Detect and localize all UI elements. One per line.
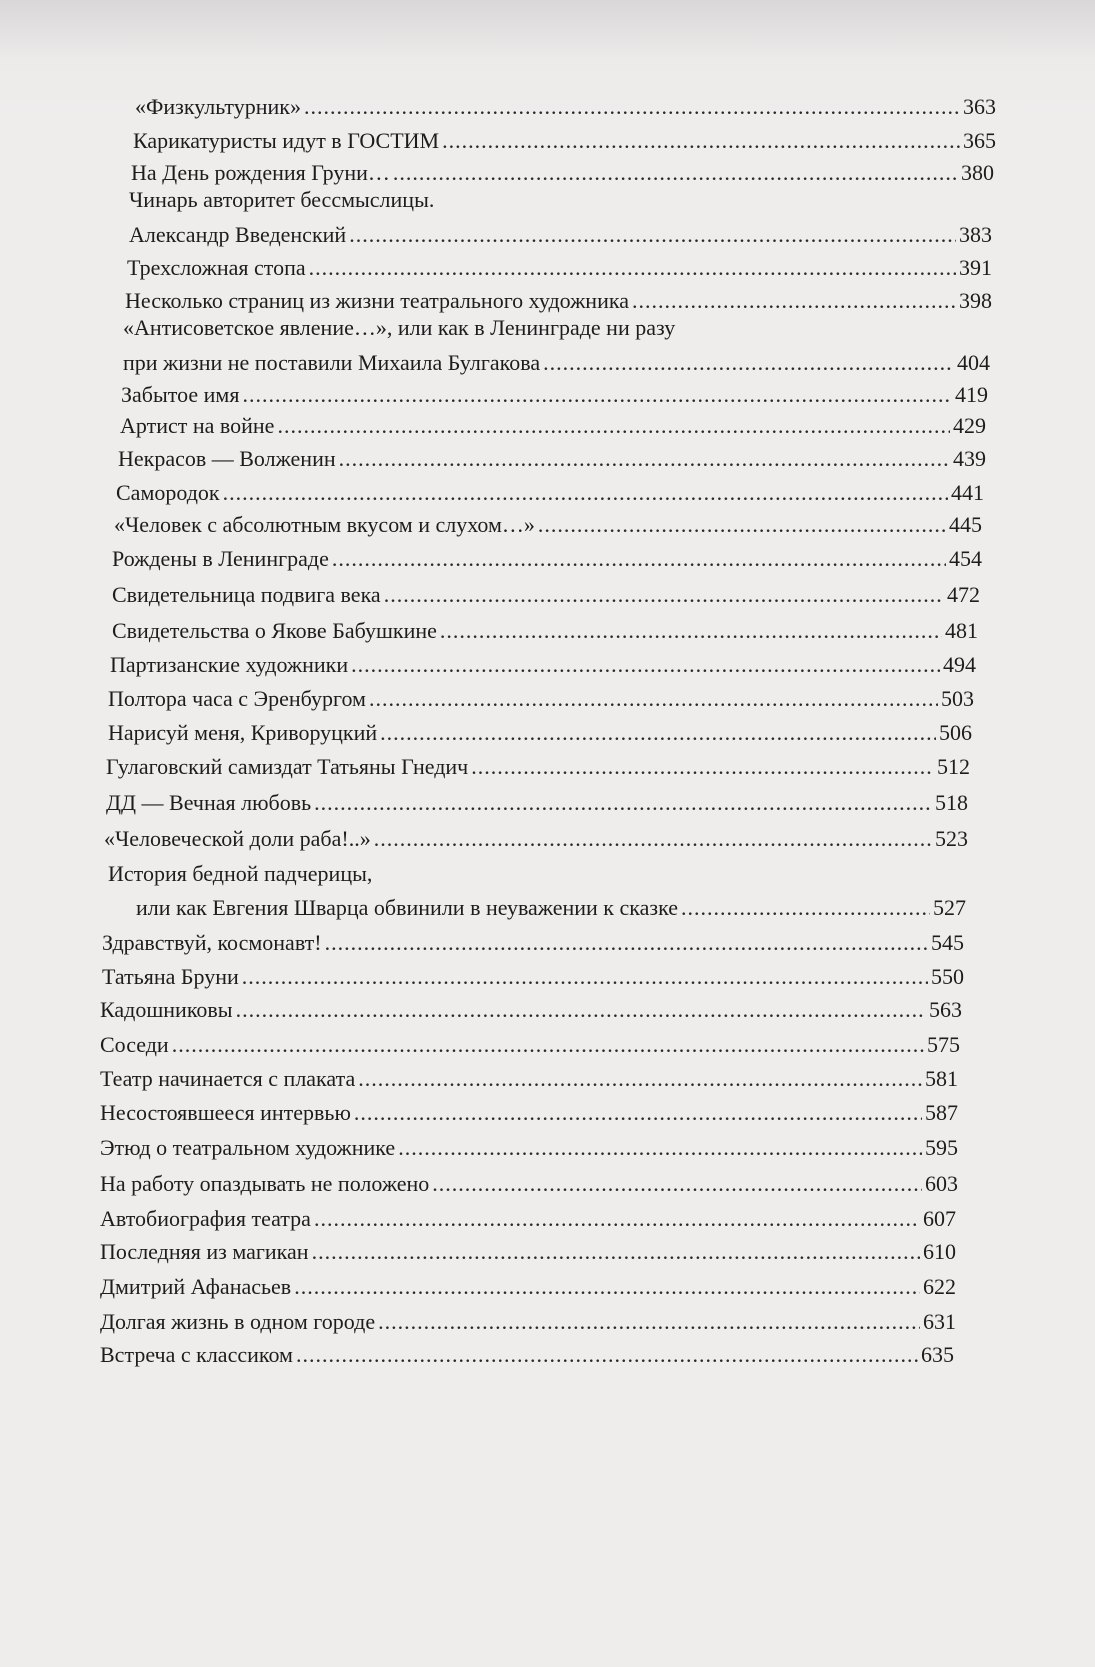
toc-entry-title: Трехсложная стопа <box>127 255 306 280</box>
toc-entry <box>108 720 972 746</box>
toc-entry <box>114 512 982 538</box>
dot-leader <box>349 222 956 248</box>
toc-entry-page-number: 622 <box>923 1274 956 1299</box>
toc-entry-page-number: 383 <box>959 222 992 247</box>
dot-leader <box>358 1066 922 1092</box>
toc-entry <box>120 413 986 439</box>
toc-entry-title: На работу опаздывать не положено <box>100 1171 430 1196</box>
toc-entry-title: Артист на войне <box>120 413 275 438</box>
dot-leader <box>312 1239 920 1265</box>
toc-entry-title: Несостоявшееся интервью <box>100 1100 351 1125</box>
dot-leader <box>339 446 950 472</box>
toc-entry <box>110 652 976 678</box>
toc-entry-title: при жизни не поставили Михаила Булгакова <box>123 350 541 375</box>
toc-entry <box>112 582 980 608</box>
toc-entry-title: «Человеческой доли раба!..» <box>104 826 371 851</box>
toc-entry-page-number: 581 <box>925 1066 958 1091</box>
dot-leader <box>314 1206 920 1232</box>
dot-leader <box>471 754 934 780</box>
toc-entry-page-number: 518 <box>935 790 968 815</box>
dot-leader <box>351 652 940 678</box>
dot-leader <box>296 1342 918 1368</box>
toc-entry-page-number: 494 <box>943 652 976 677</box>
toc-entry <box>135 94 996 120</box>
toc-entry-page-number: 398 <box>959 288 992 313</box>
toc-entry <box>100 1032 960 1058</box>
toc-entry-page-number: 512 <box>937 754 970 779</box>
toc-entry <box>100 1239 956 1265</box>
toc-entry-page-number: 380 <box>961 160 994 185</box>
dot-leader <box>384 582 944 608</box>
toc-entry-title: Кадошниковы <box>100 997 233 1022</box>
dot-leader <box>277 413 950 439</box>
dot-leader <box>538 512 946 538</box>
dot-leader <box>236 997 926 1023</box>
toc-entry-title: Встреча с классиком <box>100 1342 293 1367</box>
toc-entry-title-line1: «Антисоветское явление…», или как в Ленинграде ни разу <box>123 315 676 340</box>
toc-entry-title: Соседи <box>100 1032 169 1057</box>
toc-entry-title: Дмитрий Афанасьев <box>100 1274 292 1299</box>
toc-entry-title: Татьяна Бруни <box>102 964 239 989</box>
toc-entry <box>100 1100 958 1126</box>
toc-entry-title: Долгая жизнь в одном городе <box>100 1309 376 1334</box>
toc-entry-title: Последняя из магикан <box>100 1239 309 1264</box>
toc-entry-page-number: 503 <box>941 686 974 711</box>
toc-entry-page-number: 545 <box>931 930 964 955</box>
toc-entry <box>118 446 986 472</box>
toc-entry-page-number: 445 <box>949 512 982 537</box>
toc-entry-title: Несколько страниц из жизни театрального художника <box>125 288 629 313</box>
toc-entry-page-number: 506 <box>939 720 972 745</box>
dot-leader <box>309 255 956 281</box>
toc-entry <box>131 160 994 186</box>
toc-entry-page-number: 550 <box>931 964 964 989</box>
toc-entry-title: Самородок <box>116 480 220 505</box>
toc-entry-page-number: 472 <box>947 582 980 607</box>
toc-entry-page-number: 439 <box>953 446 986 471</box>
toc-entry-title: Александр Введенский <box>129 222 347 247</box>
toc-entry <box>127 255 992 281</box>
toc-entry-title: «Человек с абсолютным вкусом и слухом…» <box>114 512 535 537</box>
dot-leader <box>374 826 932 852</box>
toc-entry-title: Свидетельства о Якове Бабушкине <box>112 618 437 643</box>
dot-leader <box>294 1274 920 1300</box>
toc-entry-page-number: 441 <box>951 480 984 505</box>
dot-leader <box>378 1309 920 1335</box>
toc-entry <box>100 997 962 1023</box>
dot-leader <box>354 1100 922 1126</box>
toc-entry <box>106 754 970 780</box>
toc-entry <box>133 128 996 154</box>
dot-leader <box>440 618 942 644</box>
toc-entry <box>102 964 964 990</box>
toc-entry-title: Этюд о театральном художнике <box>100 1135 396 1160</box>
toc-entry-page-number: 587 <box>925 1100 958 1125</box>
toc-entry-page-number: 419 <box>955 382 988 407</box>
toc-entry-page-number: 429 <box>953 413 986 438</box>
toc-entry-page-number: 481 <box>945 618 978 643</box>
toc-entry-page-number: 391 <box>959 255 992 280</box>
toc-entry <box>104 826 968 852</box>
toc-entry-page-number: 365 <box>963 128 996 153</box>
toc-entry-page-number: 563 <box>929 997 962 1022</box>
toc-entry <box>100 1206 956 1232</box>
dot-leader <box>380 720 936 746</box>
toc-entry-page-number: 575 <box>927 1032 960 1057</box>
toc-entry-title: ДД — Вечная любовь <box>106 790 312 815</box>
toc-entry-page-number: 527 <box>933 895 966 920</box>
toc-entry-page-number: 610 <box>923 1239 956 1264</box>
toc-entry <box>123 350 990 376</box>
toc-entry <box>112 618 978 644</box>
toc-entry-title: Партизанские художники <box>110 652 349 677</box>
toc-entry-page-number: 635 <box>921 1342 954 1367</box>
toc-entry-title: Рождены в Ленинграде <box>112 546 329 571</box>
toc-entry <box>106 790 968 816</box>
toc-entry <box>100 1135 958 1161</box>
toc-entry-page-number: 603 <box>925 1171 958 1196</box>
toc-entry <box>129 222 992 248</box>
toc-entry-title: Автобиография театра <box>100 1206 311 1231</box>
toc-entry-title: Театр начинается с плаката <box>100 1066 356 1091</box>
dot-leader <box>681 895 930 921</box>
toc-entry-page-number: 523 <box>935 826 968 851</box>
dot-leader <box>223 480 948 506</box>
dot-leader <box>442 128 960 154</box>
toc-entry-title: Нарисуй меня, Криворуцкий <box>108 720 378 745</box>
dot-leader <box>393 160 958 186</box>
toc-entry-page-number: 595 <box>925 1135 958 1160</box>
toc-entry-title: или как Евгения Шварца обвинили в неуважении к сказке <box>136 895 678 920</box>
toc-entry <box>121 382 988 408</box>
toc-entry <box>100 1171 958 1197</box>
toc-entry-page-number: 607 <box>923 1206 956 1231</box>
dot-leader <box>314 790 932 816</box>
toc-entry-title: Здравствуй, космонавт! <box>102 930 322 955</box>
dot-leader <box>325 930 928 956</box>
dot-leader <box>172 1032 924 1058</box>
toc-entry <box>100 1342 954 1368</box>
dot-leader <box>543 350 954 376</box>
dot-leader <box>369 686 938 712</box>
toc-entry-title: Карикатуристы идут в ГОСТИМ <box>133 128 440 153</box>
toc-entry <box>100 1066 958 1092</box>
toc-entry-title: Забытое имя <box>121 382 240 407</box>
dot-leader <box>242 964 928 990</box>
toc-entry <box>136 895 966 921</box>
toc-entry <box>116 480 984 506</box>
toc-entry-title-line1: Чинарь авторитет бессмыслицы. <box>129 187 435 212</box>
dot-leader <box>398 1135 922 1161</box>
toc-entry-page-number: 404 <box>957 350 990 375</box>
toc-entry <box>125 288 992 314</box>
toc-entry-title: Полтора часа с Эренбургом <box>108 686 366 711</box>
toc-entry <box>100 1274 956 1300</box>
toc-entry-title: Некрасов — Волженин <box>118 446 336 471</box>
toc-entry-page-number: 363 <box>963 94 996 119</box>
toc-entry <box>102 930 964 956</box>
toc-entry-title: Свидетельница подвига века <box>112 582 381 607</box>
dot-leader <box>304 94 960 120</box>
toc-entry-page-number: 454 <box>949 546 982 571</box>
toc-entry <box>100 1309 956 1335</box>
dot-leader <box>242 382 952 408</box>
dot-leader <box>632 288 956 314</box>
toc-entry-title: «Физкультурник» <box>135 94 301 119</box>
toc-entry-title: На День рождения Груни… <box>131 160 390 185</box>
dot-leader <box>332 546 946 572</box>
toc-entry-title: Гулаговский самиздат Татьяны Гнедич <box>106 754 469 779</box>
toc-entry <box>112 546 982 572</box>
dot-leader <box>432 1171 922 1197</box>
toc-entry-page-number: 631 <box>923 1309 956 1334</box>
toc-entry-title-line1: История бедной падчерицы, <box>108 861 373 886</box>
toc-entry <box>108 686 974 712</box>
